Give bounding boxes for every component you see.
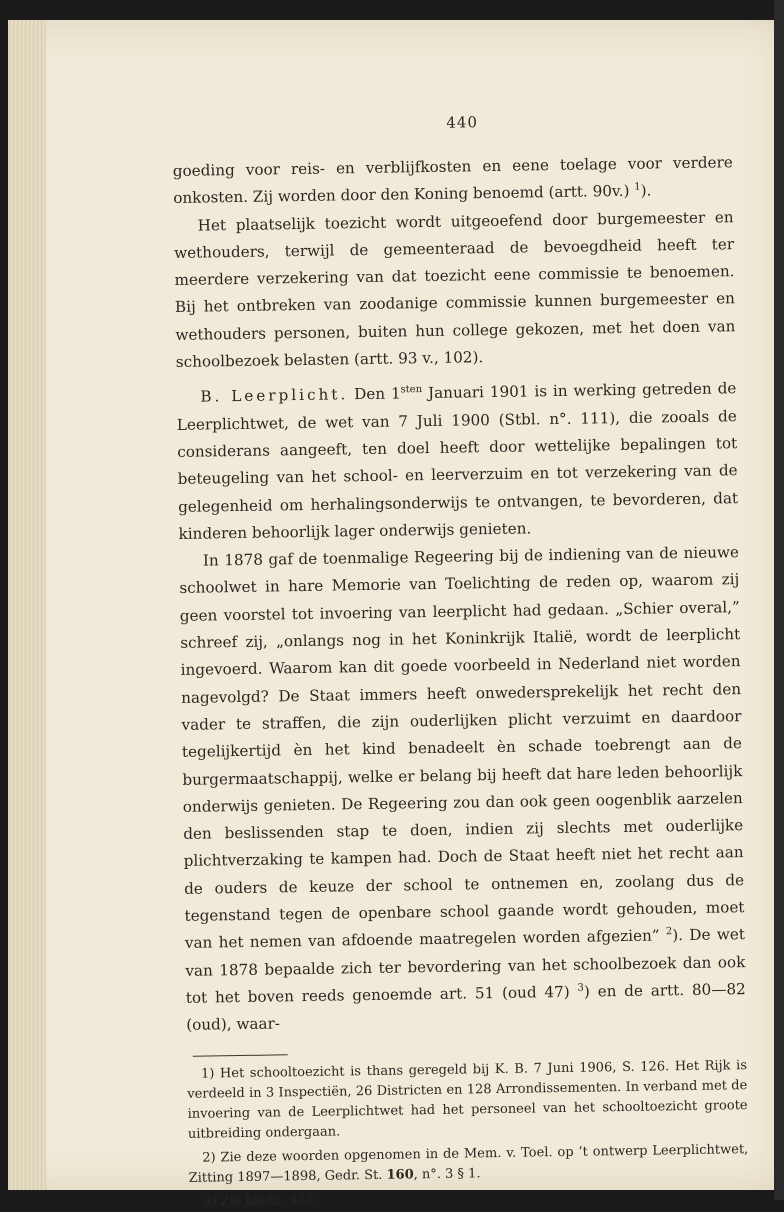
paragraph-leerplicht [176, 376, 739, 549]
paragraph-text: Den 1 [354, 384, 401, 404]
paragraph-text: ) en de artt. 80—82 (oud), waar- [186, 980, 746, 1035]
paragraph-text: ). [640, 181, 652, 200]
paragraph-text: goeding voor reis- en verblijfkosten en eene toelage voor verdere onkosten. Zij worden door den Koning benoemd (artt. 90v.) [172, 153, 733, 208]
paragraph-1878 [179, 539, 747, 1039]
footnote-bold-number: 160 [386, 1166, 414, 1183]
paragraph-text: In 1878 gaf de toenmalige Regeering bij de indiening van de nieuwe schoolwet in hare Memorie van Toelichting de reden op, waarom zij geen voorstel tot invoering van leerplicht had gedaan. „Schier overal,” schreef zij, „onlangs nog in het Koninkrijk Italië, wordt de leerplicht ingevoerd. Waarom kan dit goede voorbeeld in Nederland niet worden nagevolgd? De Staat immers heeft onwedersprekelijk het recht den vader te straffen, die zijn ouderlijken plicht verzuimt en daardoor tegelijkertijd èn het kind benadeelt èn schade toebrengt aan de burgermaatschappij, welke er belang bij heeft dat hare leden behoorlijk onderwijs genieten. De Regeering zou dan ook geen oogenblik aarzelen den beslissenden stap te doen, indien zij slechts met ouderlijke plichtverzaking te kampen had. Doch de Staat heeft niet het recht aan de ouders de keuze der school te ontnemen en, zoolang dus de tegenstand tegen de openbare school gaande wordt gehouden, moet van het nemen van afdoende maatregelen worden afgezien” [179, 543, 745, 953]
footnote-3: 3) Zie bladz. 435. [202, 1192, 319, 1210]
footnote-ref: 1 [634, 181, 641, 193]
body-text [173, 149, 747, 1039]
page-number: 440 [446, 113, 479, 132]
footnote-2 [188, 1140, 749, 1189]
paragraph-text: ). De wet van 1878 bepaalde zich ter bevordering van het schoolbezoek dan ook tot het boven reeds genoemde art. 51 (oud 47) [185, 925, 746, 1007]
footnote-ref: 3 [577, 982, 584, 994]
footnote-ref: 2 [665, 926, 673, 938]
section-heading: B. Leerplicht. [200, 385, 349, 406]
paragraph-text: Januari 1901 is in werking getreden de Leerplichtwet, de wet van 7 Juli 1900 (Stbl. n°. 111), die zooals de considerans aangeeft, ten doel heeft door wettelijke bepalingen tot beteugeling van het school- en leerverzuim en tot verzekering van de gelegenheid om herhalingsonderwijs te ontvangen, te bevorderen, dat kinderen behoorlijk lager onderwijs genieten. [176, 379, 739, 543]
scan-border [774, 0, 784, 1200]
paragraph-toezicht: Het plaatselijk toezicht wordt uitgeoefend door burgemeester en wethouders, terwijl de gemeenteraad de bevoegdheid heeft ter meerdere verzekering van dat toezicht eene commissie te benoemen. Bij het ontbreken van zoodanige commissie kunnen burgemeester en wethouders personen, buiten hun college gekozen, met het doen van schoolbezoek belasten (artt. 93 v., 102). [173, 207, 736, 372]
footnote-divider [193, 1054, 288, 1056]
footnote-1: 1) Het schooltoezicht is thans geregeld bij K. B. 7 Juni 1906, S. 126. Het Rijk is verdeeld in 3 Inspectiën, 26 Districten en 128 Arrondissementen. In verband met de invoering van de Leerplichtwet had het personeel van het schooltoezicht groote uitbreiding ondergaan. [187, 1057, 748, 1142]
footnote-text: 2) Zie deze woorden opgenomen in de Mem. v. Toel. op ’t ontwerp Leerplichtwet, Zitting 1897—1898, Gedr. St. [188, 1141, 749, 1186]
footnotes [187, 1056, 749, 1212]
paragraph-continuation [173, 149, 734, 212]
footnote-text: , n°. 3 § 1. [413, 1165, 481, 1182]
superscript: sten [400, 384, 423, 396]
page-stack-edge [8, 20, 46, 1190]
page-content [172, 109, 749, 1212]
